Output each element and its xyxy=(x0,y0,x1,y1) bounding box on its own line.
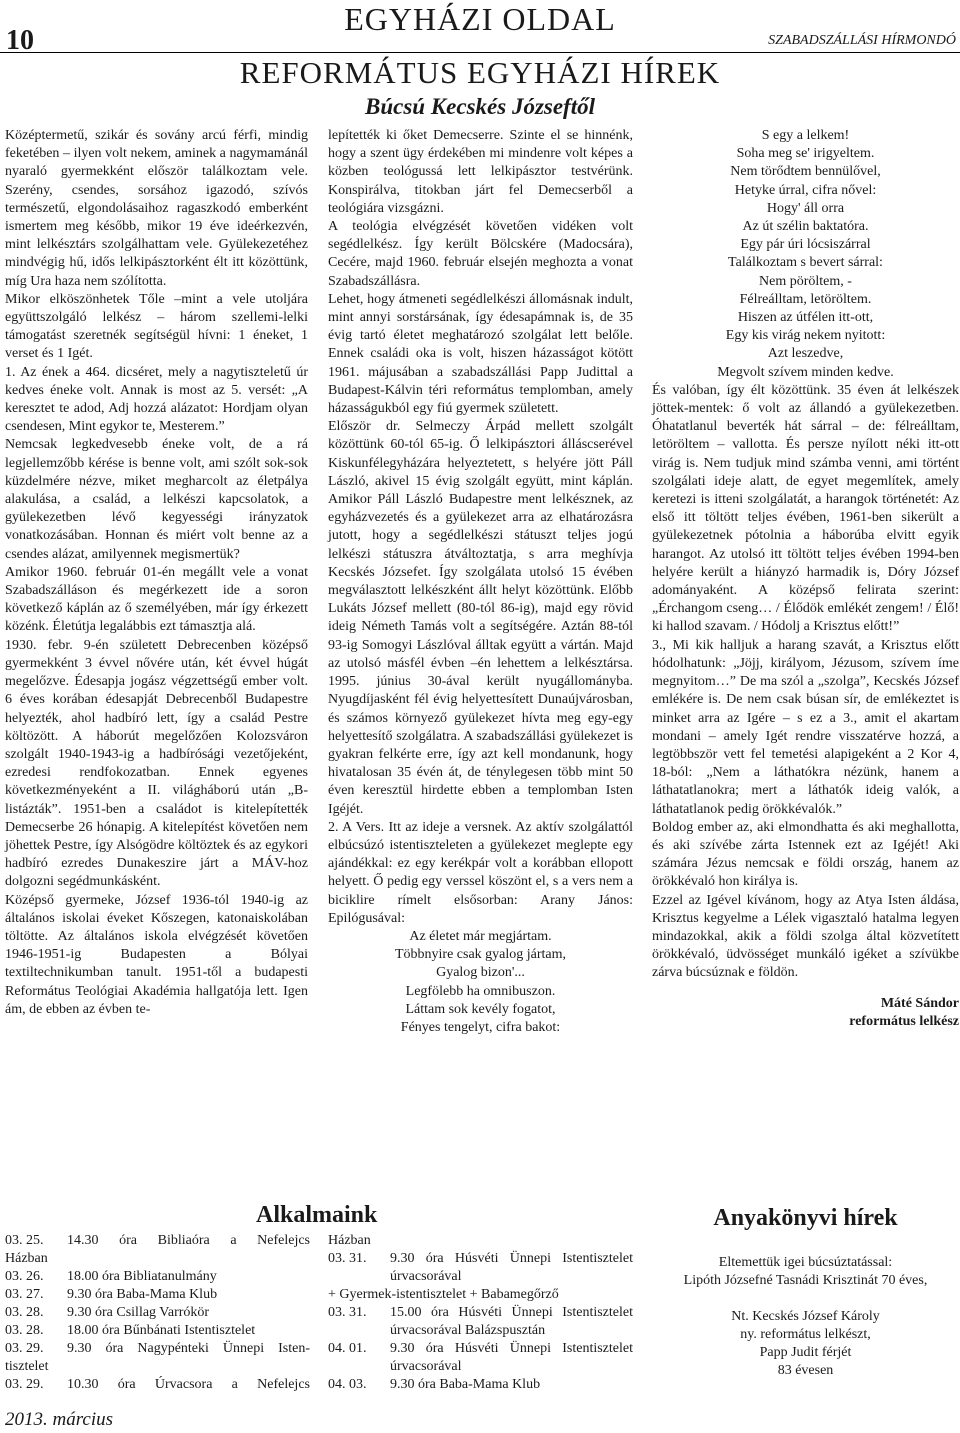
event-text: 15.00 óra Húsvéti Ünnepi Istentisztelet úrvacsorával Balázspusztán xyxy=(390,1305,633,1338)
paragraph: 1. Az ének a 464. dicséret, mely a nagytiszteletű úr kedves éneke volt. Annak is most az 5. versét: „A keresztet te adod, Adj hozzá alázatot: Hordjam olyan csendesen, Mint egykor te, Mesterem.” xyxy=(5,364,308,435)
event-text: 14.30 óra Bibliaóra a Nefelejcs xyxy=(67,1233,310,1248)
event-text: 9.30 óra Húsvéti Ünnepi Istentisztelet úrvacsorával xyxy=(390,1251,633,1284)
event-text: 9.30 óra Csillag Varrókör xyxy=(67,1305,210,1320)
poem-line: Találkoztam s bevert sárral: xyxy=(728,255,883,271)
event-continuation: tisztelet xyxy=(5,1359,49,1374)
event-row xyxy=(328,1304,633,1340)
poem-line: Láttam sok kevély fogatot, xyxy=(405,1001,556,1017)
poem-line: Egy kis virág nekem nyitott: xyxy=(725,328,886,344)
poem-line: Félreálltam, letöröltem. xyxy=(739,291,872,307)
paragraph: Először dr. Selmeczy Árpád mellett szolgált közöttünk 60-tól 65-ig. Ő lelkipásztori álláscserével Kiskunfélegyházára helyeztetett, s helyére jött Páll László, akivel 15 évig szolgált együtt, mint káplán. Amikor Páll László Budapestre ment lelkésznek, az egyházvezetés és a gyülekezet arra az elhatározásra jutott, hogy a segédlelkészi státuszt teljes jogú lelkészi státuszra átváltoztatja, s arra meghívja Kecskés Józsefet. Így szolgálata utolsó 15 évében megválasztott lelkészként állt helyt közöttünk. Előbb Lukáts József mellett (80-tól 86-ig), majd egy rövid ideig Németh Tamás volt a segítségére. Aztán 88-tól 93-ig Somogyi Lászlóval álltak együtt a vártán. Majd az utolsó másfél évben –én lehettem a lelkésztársa. 1995. június 30-ával került nyugállományba. Nyugdíjasként fél évig helyettesített Dunaújvárosban, és számos környező gyülekezet hívta meg egy-egy helyettesítő szolgálatra. A szabadszállási gyülekezet is gyakran felkérte erre, így azt kell mondanunk, hogy hivatalosan 35 évén át, de ténylegesen több mint 50 éven keresztül hirdette ebben a templomban Isten Igéjét. xyxy=(328,419,633,817)
author-role: református lelkész xyxy=(849,1013,959,1029)
registry-intro: Eltemettük igei búcsúztatással: xyxy=(718,1255,893,1270)
poem-line: Egy pár úri lócsiszárral xyxy=(740,237,871,253)
article-column-3 xyxy=(652,127,959,1031)
event-date: 03. 29. xyxy=(5,1377,44,1392)
poem-line: Megvolt szívem minden kedve. xyxy=(717,364,894,380)
registry-person-2: Nt. Kecskés József Károly xyxy=(731,1309,880,1324)
event-date: 04. 03. xyxy=(328,1377,367,1392)
poem-line: Legfölebb ha omnibuszon. xyxy=(405,983,556,999)
event-date: 03. 31. xyxy=(328,1305,367,1320)
event-date: 03. 28. xyxy=(5,1323,44,1338)
paragraph: lepítették ki őket Demecserre. Szinte el se hinnénk, hogy a szent ügy érdekében mi mindenre volt képes a közben teológussá lett lelkipásztor testvérünk. Konspirálva, titokban járt fel Demecserből a teológiára vizsgázni. xyxy=(328,128,633,216)
registry-person-2-age: 83 évesen xyxy=(777,1363,834,1378)
poem-line: Többnyire csak gyalog jártam, xyxy=(394,947,567,963)
poem-continuation xyxy=(652,127,959,382)
events-title: Alkalmaink xyxy=(256,1202,378,1228)
event-row xyxy=(5,1232,310,1250)
poem-line: Soha meg se' irigyeltem. xyxy=(736,146,875,162)
author-signature xyxy=(652,995,959,1031)
poem-line: S egy a lelkem! xyxy=(761,128,850,143)
event-date: 03. 25. xyxy=(5,1233,44,1248)
news-title: REFORMÁTUS EGYHÁZI HÍREK xyxy=(239,55,721,90)
event-date: 03. 27. xyxy=(5,1287,44,1302)
paragraph: Nemcsak legkedvesebb éneke volt, de a rá legjellemzőbb kérése is benne volt, ami szólt sok-sok küzdelmére nézve, miket megharcolt az életpálya alakulása, a család, a lelkészi kapcsolatok, a gyülekezetben lévő kegyességi irányzatok vonatkozásában. Honnan és miért volt benne az a csendes alázat, amilyennek megismertük? xyxy=(5,437,308,562)
paragraph: Középső gyermeke, József 1936-tól 1940-ig az általános iskolai éveket Kőszegen, katonaiskolában töltötte. Az általános iskola elvégzését követően 1946-1951-ig Budapesten a Bólyai textiltechnikumban tanult. 1951-től a budapesti Református Teológiai Akadémia hallgatója lett. Igen ám, de ebben az évben te- xyxy=(5,892,308,1017)
paragraph: Mikor elköszönhetek Tőle –mint a vele utoljára együttszolgáló lelkész – három szellemi-lelki támogatást szeretnék segítségül hívni: 1 éneket, 1 verset és 1 Igét. xyxy=(5,291,308,362)
event-row xyxy=(5,1304,310,1322)
paragraph: 1930. febr. 9-én született Debrecenben középső gyermekként 3 évvel nővére után, két évvel húgát megelőzve. Édesapja jogász végzettségű ember volt. 6 éves korában édesapját Debrecenből Budapestre helyezték, ahol hadbíró lett, így a család Pestre költözött. A háborút megelőzően Kolozsváron szolgált 1940-1943-ig a hadbírósági vezetőjeként, ezredesi rendfokozatban. Ennek egyenes következményeként a II. világháború után „B- listázták”. 1951-ben a családot is kitelepítették Demecserbe 26 hónapig. A kitelepítést követően nem jöhettek Pestre, így Alsógödre költöztek és az egykori hadbíró ezredes Dunakeszire járt a MÁV-hoz dolgozni segédmunkásként. xyxy=(5,637,308,890)
paragraph: Lehet, hogy átmeneti segédlelkészi állomásnak indult, mint annyi sorstársának, így édesapámnak is, de 35 évig tartó életet meghatározó szolgálat lett belőle. Ennek családi oka is volt, hiszen házasságot kötött 1961. májusában a szabadszállási Papp Judittal a Budapest-Kálvin téri református templomban, amely házasságukból egy fiú gyermek született. xyxy=(328,291,633,417)
event-text: 18.00 óra Bűnbánati Istentisztelet xyxy=(67,1323,256,1338)
paragraph: A teológia elvégzését követően vidéken volt segédlelkész. Így került Bölcskére (Madocsára), Cecére, majd 1960. február elsején meghozta a vonat Szabadszállásra. xyxy=(328,219,633,289)
event-date: 04. 01. xyxy=(328,1341,367,1356)
poem-line: Hogy' áll orra xyxy=(766,200,845,216)
paragraph: És valóban, így élt közöttünk. 35 éven át lelkészek jöttek-mentek: ő volt az állandó a gyülekezetben. Óhatatlanul beverték hát sárral – de: félreálltam, letöröltem – vallotta. És persze nyílott néki itt-ott virág is. Nem tudjuk mind számba venni, ami történt szolgálati ideje alatt, de egyet megemlítek, amely keretezi is itteni szolgálatát, a harangok történetét: Az első itt töltött teljes évében, 1961-ben sikerült a gyülekezetnek pótolnia a háborúba elvitt egyik harangot. Az utolsó itt töltött teljes évében 1994-ben helyére került a hiányzó harmadik is, Dóry József adományaként. A középső felirata szerint: „Érchangom cseng… / Élődök emlékét zengem! / Élő! ki hallod szavam. / Hódolj a Krisztus előtt!” xyxy=(652,382,959,635)
poem-line: Az életet már megjártam. xyxy=(409,928,552,944)
paragraph: 2. A Vers. Itt az ideje a versnek. Az aktív szolgálattól elbúcsúzó istentiszteleten a gyülekezet meglepte egy ajándékkal: ez egy kerékpár volt a korábban ellopott helyett. Ő pedig egy verssel köszönt el, s a vers nem a biciklire rímelt elsősorban: Arany János: Epilógusával: xyxy=(328,819,633,926)
event-text: 9.30 óra Nagypénteki Ünnepi Isten- xyxy=(67,1341,310,1356)
event-row xyxy=(328,1376,633,1394)
event-row xyxy=(5,1376,310,1394)
event-row xyxy=(328,1340,633,1376)
event-text: 18.00 óra Bibliatanulmány xyxy=(67,1269,217,1284)
event-row xyxy=(5,1322,310,1340)
poem-line: Hiszen az útfélen itt-ott, xyxy=(737,310,874,326)
event-date: 03. 29. xyxy=(5,1341,44,1356)
article-title: Búcsú Kecskés Józseftől xyxy=(365,94,595,119)
event-row xyxy=(5,1340,310,1358)
poem-line: Fényes tengelyt, cifra bakot: xyxy=(400,1019,561,1035)
event-date: 03. 28. xyxy=(5,1305,44,1320)
poem-line: Az út szélin baktatóra. xyxy=(742,219,869,235)
issue-date: 2013. március xyxy=(5,1409,114,1430)
paragraph: 3., Mi kik halljuk a harang szavát, a Krisztus előtt hódolhatunk: „Jöjj, királyom, Jézusom, szívem íme megnyitom…” De ma szól a „szolga”, Kecskés József emlékére is. De nem csak búsan sír, de emlékeztet is minket arra az Igére – s ez a 3., amit el akartam mondani – amely Igét rendre visszatérve hozzá, a legtöbbször vett fel temetési alapigeként a 2 Kor 4, 18-ból: „Nem a láthatókra nézünk, hanem a láthatatlanokra; mert a láthatók ideig valók, a láthatatlanok pedig örökkévalók.” xyxy=(652,637,959,817)
poem-excerpt xyxy=(328,928,633,1037)
page-number: 10 xyxy=(6,25,34,56)
event-text: 9.30 óra Baba-Mama Klub xyxy=(390,1377,541,1392)
paragraph: Boldog ember az, aki elmondhatta és aki meghallotta, és aki szívébe zárta Istennek ezt az Igéjét! Aki számára Jézus nemcsak e földi ország, hanem az örökkévaló hon királya is. xyxy=(652,819,959,890)
poem-line: Nem törődtem bennülővel, xyxy=(730,164,881,180)
registry-body xyxy=(652,1254,959,1380)
event-continuation: Házban xyxy=(5,1251,48,1266)
event-row xyxy=(5,1286,310,1304)
registry-title: Anyakönyvi hírek xyxy=(713,1205,898,1231)
event-text: 10.30 óra Úrvacsora a Nefelejcs xyxy=(67,1377,310,1392)
event-date: 03. 31. xyxy=(328,1251,367,1266)
event-date: 03. 26. xyxy=(5,1269,44,1284)
paragraph: Amikor 1960. február 01-én megállt vele a vonat Szabadszálláson és megérkezett ide a soron következő káplán az ő személyében, már így érkezett közénk. Életútja legalábbis ezt támasztja alá. xyxy=(5,564,308,635)
poem-line: Nem pöröltem, - xyxy=(759,273,852,289)
poem-line: Hetyke úrral, cifra nővel: xyxy=(734,182,877,198)
header-divider xyxy=(0,52,960,53)
poem-line: Gyalog bizon'... xyxy=(436,965,525,981)
event-text: 9.30 óra Húsvéti Ünnepi Istentisztelet úrvacsorával xyxy=(390,1341,633,1374)
registry-person-2-role: ny. református lelkészt, xyxy=(740,1327,871,1342)
events-list-1 xyxy=(5,1232,310,1394)
article-column-2 xyxy=(328,127,633,1037)
event-row xyxy=(328,1250,633,1286)
poem-line: Azt leszedve, xyxy=(767,346,844,362)
events-list-2 xyxy=(328,1232,633,1394)
publication-name: SZABADSZÁLLÁSI HÍRMONDÓ xyxy=(768,33,956,48)
registry-person: Lipóth Józsefné Tasnádi Krisztinát 70 éves, xyxy=(683,1273,928,1288)
paragraph: Középtermetű, szikár és sovány arcú férfi, mindig feketében – ilyen volt nekem, aminek a nagymamánál nyaraló gyermekként először találkoztam vele. Szerény, csendes, sorsához igazodó, szívós természetű, elgondolásaihoz ragaszkodó emberként ismertem meg később, mikor 19 éve ideérkezvén, mint lelkésztárs szolgálhattam vele. Gyülekezetéhez mindvégig hű, idős lelkipásztorként élt itt közöttünk, míg Ura haza nem szólította. xyxy=(5,128,308,289)
paragraph: Ezzel az Igével kívánom, hogy az Atya Isten áldása, Krisztus kegyelme a Lélek vigasztaló hatalma legyen mindazokkal, akik a földi szolga által közvetített örökkévaló, üdvösséget munkáló igéket a szívükbe zárva búcsúznak e földön. xyxy=(652,892,959,981)
event-text: 9.30 óra Baba-Mama Klub xyxy=(67,1287,218,1302)
event-row xyxy=(5,1268,310,1286)
article-column-1 xyxy=(5,127,308,1019)
event-continuation: + Gyermek-istentisztelet + Babamegőrző xyxy=(328,1287,559,1302)
event-continuation: Házban xyxy=(328,1233,371,1248)
section-title: EGYHÁZI OLDAL xyxy=(344,1,616,37)
author-name: Máté Sándor xyxy=(880,995,959,1011)
registry-person-2-spouse: Papp Judit férjét xyxy=(759,1345,852,1360)
